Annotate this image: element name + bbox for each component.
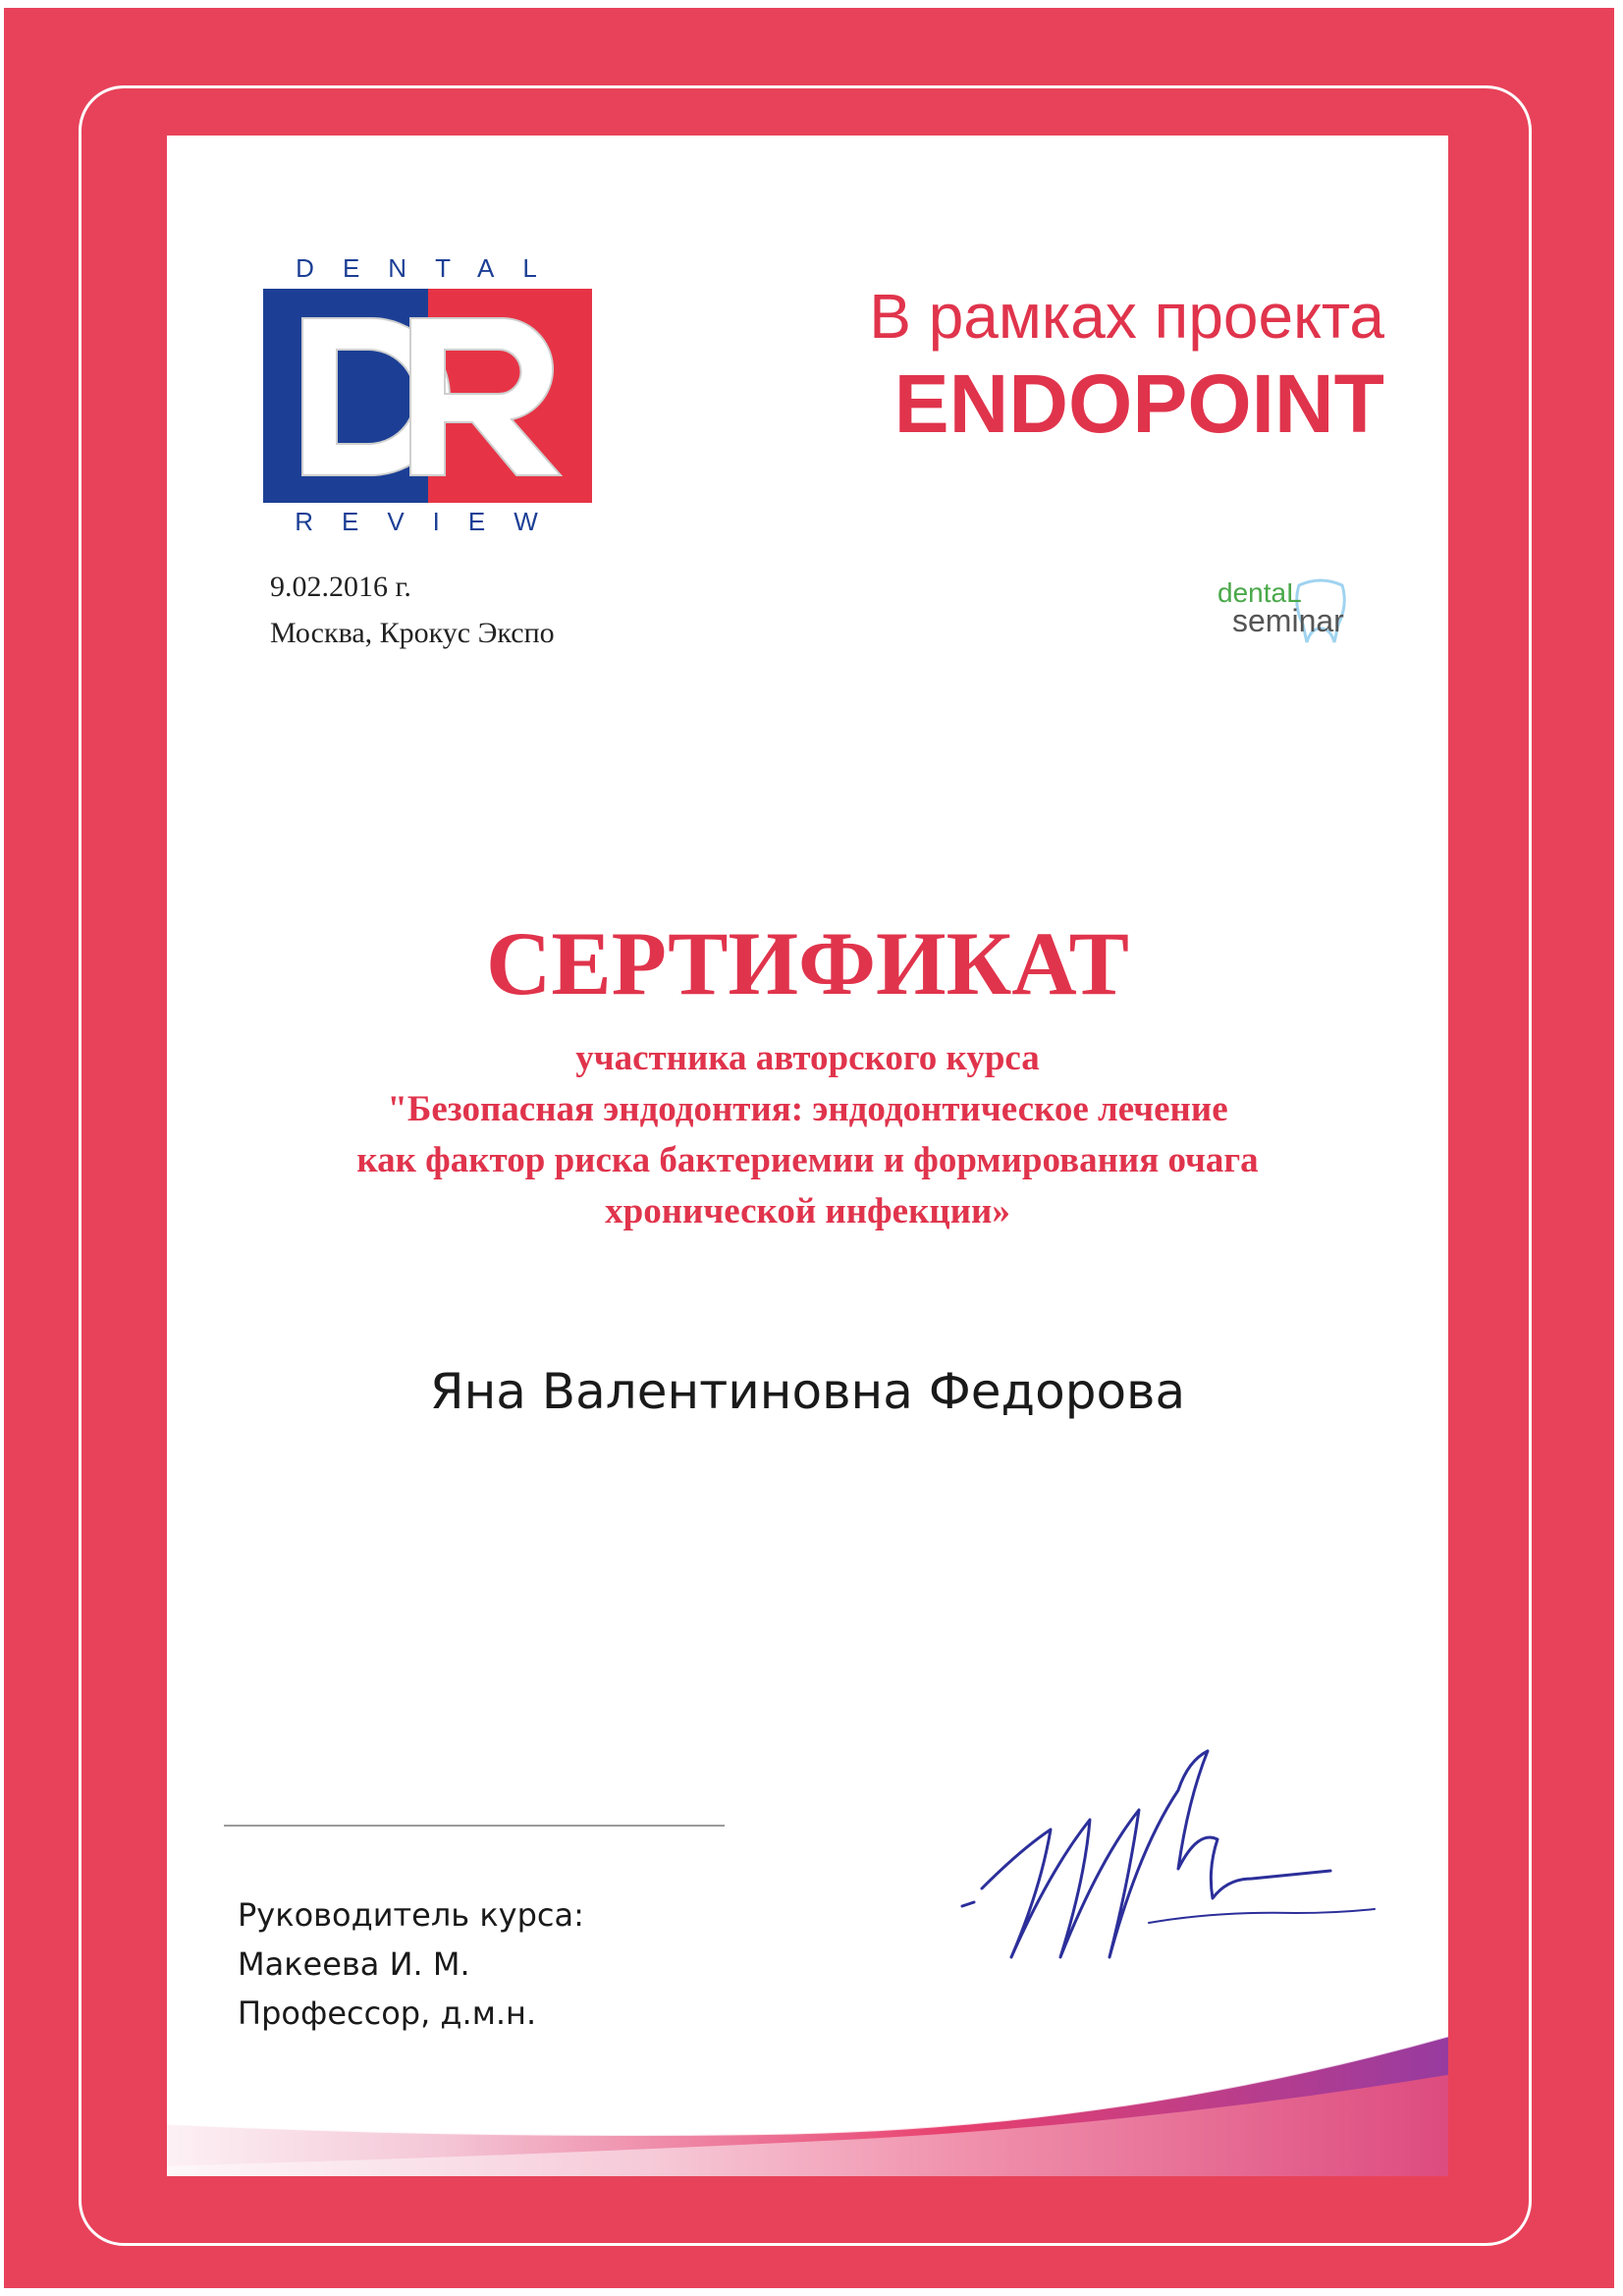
seminar-logo-word1: dentaL — [1217, 577, 1302, 608]
logo-bottom-text: REVIEW — [295, 507, 567, 536]
course-lead-title: Профессор, д.м.н. — [238, 1995, 537, 2032]
dental-seminar-logo — [1198, 577, 1365, 656]
course-line: участника авторского курса — [575, 1038, 1040, 1078]
seminar-logo-word2: seminar — [1232, 603, 1344, 638]
event-date: 9.02.2016 г. — [270, 571, 411, 603]
course-line: "Безопасная эндодонтия: эндодонтическое лечение — [387, 1089, 1228, 1129]
project-name: ENDOPOINT — [893, 357, 1384, 450]
dental-review-logo — [263, 253, 592, 538]
event-place: Москва, Крокус Экспо — [270, 617, 555, 649]
signature-line — [224, 1825, 725, 1827]
project-heading: В рамках проекта — [869, 281, 1384, 352]
endopoint-logo — [795, 356, 1384, 465]
decorative-wave — [167, 1972, 1448, 2176]
signature-icon — [923, 1731, 1434, 1996]
course-line: хронической инфекции» — [605, 1191, 1010, 1231]
dr-monogram-icon — [263, 289, 592, 503]
certificate-title: СЕРТИФИКАТ — [485, 913, 1130, 1013]
recipient-name: Яна Валентиновна Федорова — [429, 1363, 1186, 1420]
certificate-sheet — [167, 136, 1448, 2176]
course-lead-role: Руководитель курса: — [238, 1896, 584, 1934]
logo-top-text: DENTAL — [296, 253, 566, 283]
course-line: как фактор риска бактериемии и формирования очага — [356, 1140, 1259, 1180]
course-lead-name: Макеева И. М. — [238, 1945, 470, 1983]
